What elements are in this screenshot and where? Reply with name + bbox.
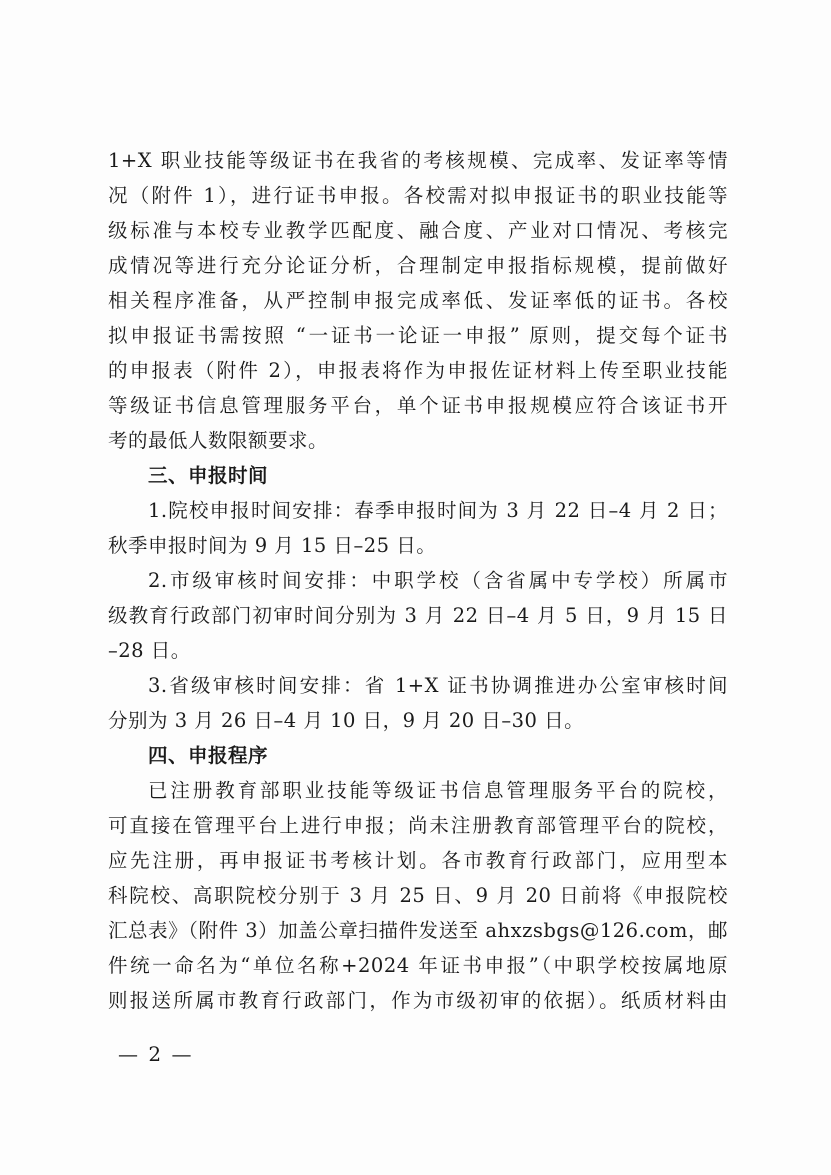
- body-line: 等级证书信息管理服务平台，单个证书申报规模应符合该证书开: [108, 394, 728, 417]
- section-heading-timing: 三、申报时间: [148, 464, 269, 487]
- body-line: 1.院校申报时间安排：春季申报时间为 3 月 22 日–4 月 2 日；: [148, 499, 728, 522]
- body-line: 1+X 职业技能等级证书在我省的考核规模、完成率、发证率等情: [108, 149, 728, 172]
- body-line: 科院校、高职院校分别于 3 月 25 日、9 月 20 日前将《申报院校: [108, 884, 728, 907]
- page-number: — 2 —: [118, 1042, 194, 1066]
- body-line: 相关程序准备，从严控制申报完成率低、发证率低的证书。各校: [108, 289, 728, 312]
- body-line: 级标准与本校专业教学匹配度、融合度、产业对口情况、考核完: [108, 219, 728, 242]
- body-line: 拟申报证书需按照 “一证书一论证一申报” 原则，提交每个证书: [108, 324, 728, 347]
- body-line: 成情况等进行充分论证分析，合理制定申报指标规模，提前做好: [108, 254, 728, 277]
- body-line: 2.市级审核时间安排：中职学校（含省属中专学校）所属市: [148, 569, 728, 592]
- body-line: 应先注册，再申报证书考核计划。各市教育行政部门，应用型本: [108, 849, 728, 872]
- body-line: 可直接在管理平台上进行申报；尚未注册教育部管理平台的院校，: [108, 814, 728, 837]
- body-line: 考的最低人数限额要求。: [108, 429, 329, 452]
- body-line: 分别为 3 月 26 日–4 月 10 日，9 月 20 日–30 日。: [108, 709, 585, 732]
- body-line: 级教育行政部门初审时间分别为 3 月 22 日–4 月 5 日，9 月 15 日: [108, 604, 728, 627]
- document-body: [108, 143, 728, 1018]
- section-heading-procedure: 四、申报程序: [148, 744, 269, 767]
- body-line: 3.省级审核时间安排：省 1+X 证书协调推进办公室审核时间: [148, 674, 728, 697]
- body-line: 件统一命名为“单位名称+2024 年证书申报”（中职学校按属地原: [108, 954, 728, 977]
- body-line: 秋季申报时间为 9 月 15 日–25 日。: [108, 534, 437, 557]
- body-line: 的申报表（附件 2），申报表将作为申报佐证材料上传至职业技能: [108, 359, 728, 382]
- body-line: 则报送所属市教育行政部门，作为市级初审的依据）。纸质材料由: [108, 989, 728, 1012]
- body-line: 已注册教育部职业技能等级证书信息管理服务平台的院校，: [148, 779, 728, 802]
- body-line: –28 日。: [108, 639, 191, 662]
- body-line: 汇总表》（附件 3）加盖公章扫描件发送至 ahxzsbgs@126.com，邮: [108, 919, 728, 942]
- body-line: 况（附件 1），进行证书申报。各校需对拟申报证书的职业技能等: [108, 184, 728, 207]
